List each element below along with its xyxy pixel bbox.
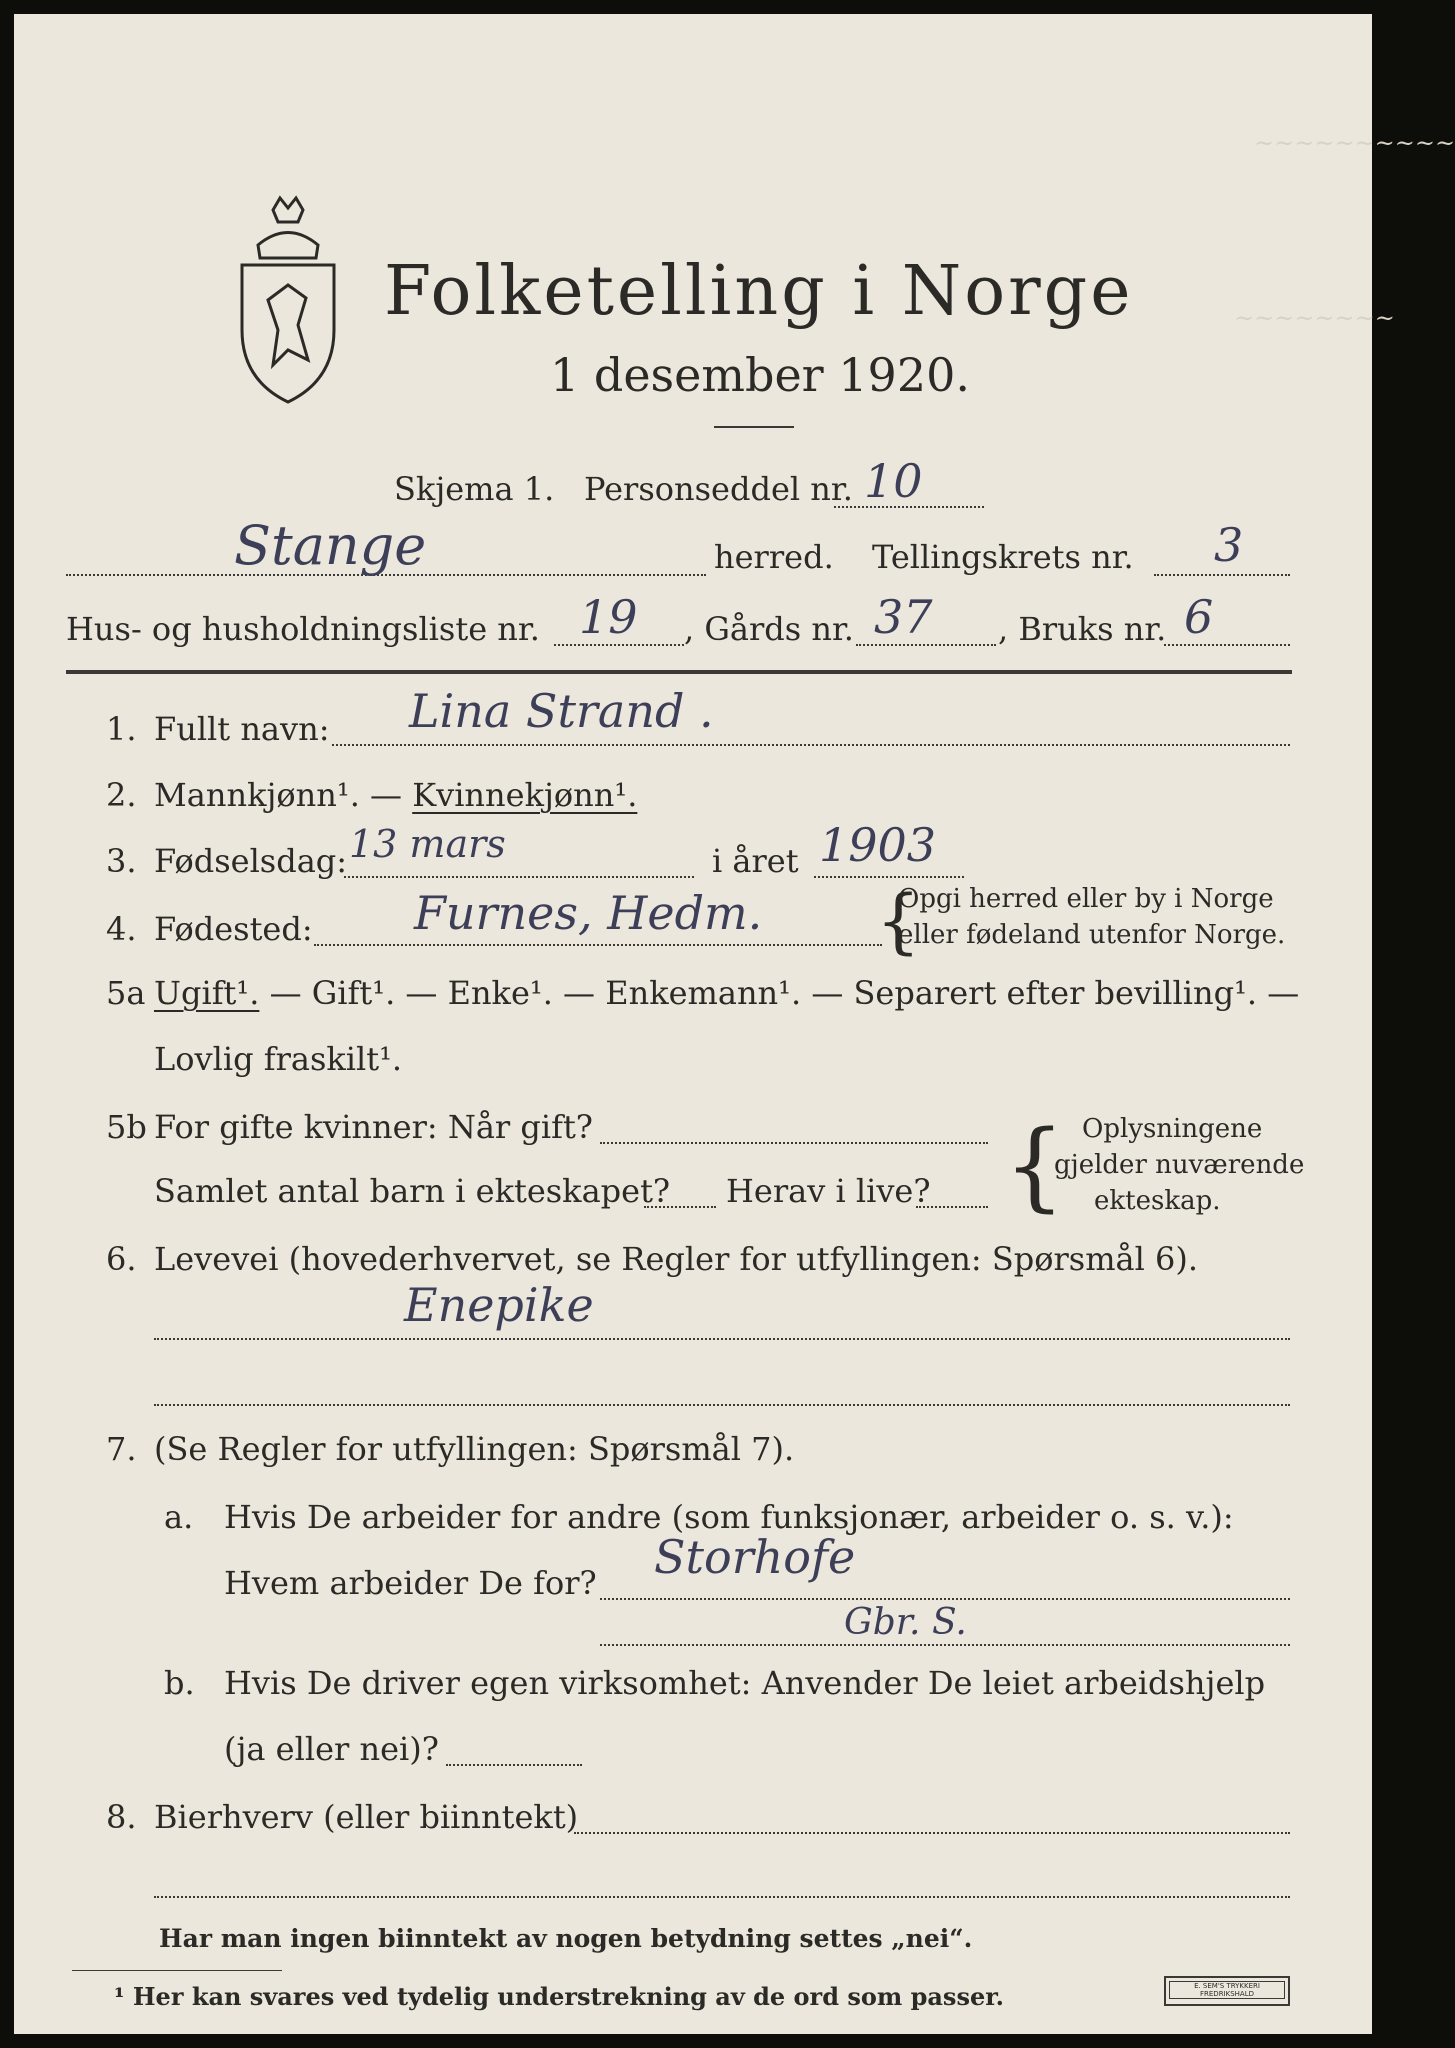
- sex-option-female[interactable]: Kvinnekjønn¹.: [412, 776, 638, 814]
- marital-status-options: [154, 974, 1299, 1012]
- separator: —: [359, 776, 413, 814]
- full-name-value[interactable]: Lina Strand .: [409, 684, 714, 738]
- birthdate-field-line: [344, 876, 694, 878]
- item-number: 1.: [106, 710, 137, 748]
- brace: {: [1004, 1110, 1066, 1222]
- q7-heading: (Se Regler for utfyllingen: Spørsmål 7).: [154, 1430, 795, 1468]
- item-number: 4.: [106, 910, 137, 948]
- q7a-letter: a.: [164, 1498, 194, 1536]
- occupation-label: Levevei (hovederhvervet, se Regler for utfyllingen: Spørsmål 6).: [154, 1240, 1199, 1278]
- census-form-page: [14, 14, 1455, 2034]
- side-income-note: Har man ingen biinntekt av nogen betydning settes „nei“.: [159, 1924, 973, 1953]
- birthdate-value[interactable]: 13 mars: [349, 822, 506, 866]
- footnote: ¹ Her kan svares ved tydelig understrekning av de ord som passer.: [114, 1982, 1005, 2011]
- birthplace-label: Fødested:: [154, 910, 313, 948]
- employer-field-line: [600, 1598, 1290, 1600]
- bruks-value[interactable]: 6: [1184, 590, 1214, 644]
- children-alive-field-line: [916, 1206, 988, 1208]
- children-total-label: Samlet antal barn i ekteskapet?: [154, 1172, 671, 1210]
- children-alive-label: Herav i live?: [726, 1172, 931, 1210]
- marriage-note-line2: gjelder nuværende: [1054, 1150, 1305, 1180]
- printer-stamp-text: E. SEM'S TRYKKERI FREDRIKSHALD: [1169, 1981, 1285, 1999]
- brace: {: [876, 880, 921, 962]
- birthplace-value[interactable]: Furnes, Hedm.: [414, 886, 763, 940]
- marital-option-ugift[interactable]: Ugift¹.: [154, 974, 260, 1012]
- tellingskrets-label: Tellingskrets nr.: [872, 538, 1134, 576]
- item-number: 5b: [106, 1108, 147, 1146]
- full-name-field-line: [332, 744, 1290, 746]
- employer-value-2[interactable]: Gbr. S.: [844, 1602, 967, 1643]
- birthdate-label: Fødselsdag:: [154, 842, 348, 880]
- employer-value[interactable]: Storhofe: [654, 1530, 856, 1584]
- husholdningsliste-field-line: [554, 644, 684, 646]
- birthplace-field-line: [314, 944, 882, 946]
- printer-stamp: [1164, 1976, 1290, 2006]
- hired-help-field-line: [446, 1764, 582, 1766]
- personseddel-label: Personseddel nr.: [584, 470, 853, 508]
- birthplace-note-line2: eller fødeland utenfor Norge.: [898, 920, 1286, 950]
- q7b-letter: b.: [164, 1664, 195, 1702]
- gards-value[interactable]: 37: [874, 590, 933, 644]
- marriage-note-line3: ekteskap.: [1094, 1186, 1221, 1216]
- sex-options: [154, 776, 637, 814]
- tellingskrets-field-line: [1154, 574, 1290, 576]
- divider: [714, 426, 794, 428]
- item-number: 2.: [106, 776, 137, 814]
- when-married-field-line: [600, 1142, 988, 1144]
- side-income-field-line-2: [154, 1896, 1290, 1898]
- bleed-through-text: ~~~~~~~~: [1234, 304, 1395, 332]
- herred-label: herred.: [714, 538, 834, 576]
- census-date: 1 desember 1920.: [550, 348, 970, 402]
- tellingskrets-value[interactable]: 3: [1214, 518, 1244, 572]
- children-total-field-line: [644, 1206, 716, 1208]
- item-number: 6.: [106, 1240, 137, 1278]
- norwegian-coat-of-arms-icon: [228, 190, 348, 410]
- husholdningsliste-label: Hus- og husholdningsliste nr.: [66, 610, 540, 648]
- item-number: 5a: [106, 974, 146, 1012]
- marital-option-fraskilt[interactable]: Lovlig fraskilt¹.: [154, 1040, 403, 1078]
- birthplace-note-line1: Opgi herred eller by i Norge: [898, 884, 1274, 914]
- occupation-field-line: [154, 1338, 1290, 1340]
- bruks-label: , Bruks nr.: [998, 610, 1167, 648]
- footnote-rule: [72, 1970, 282, 1971]
- header-separator: [66, 670, 1292, 674]
- personseddel-value[interactable]: 10: [864, 454, 923, 508]
- q7a-question: Hvis De arbeider for andre (som funksjonær, arbeider o. s. v.):: [224, 1498, 1234, 1536]
- birthyear-field-line: [814, 876, 964, 878]
- marital-options-rest[interactable]: — Gift¹. — Enke¹. — Enkemann¹. — Separert efter bevilling¹. —: [259, 974, 1300, 1012]
- birthyear-label: i året: [712, 842, 799, 880]
- employer-label: Hvem arbeider De for?: [224, 1564, 597, 1602]
- item-number: 8.: [106, 1798, 137, 1836]
- side-income-label: Bierhverv (eller biinntekt): [154, 1798, 579, 1836]
- full-name-label: Fullt navn:: [154, 710, 330, 748]
- birthyear-value[interactable]: 1903: [819, 818, 937, 872]
- occupation-field-line-2: [154, 1404, 1290, 1406]
- gards-label: , Gårds nr.: [684, 610, 854, 648]
- marriage-note-line1: Oplysningene: [1082, 1114, 1263, 1144]
- gards-field-line: [856, 644, 996, 646]
- sex-option-male[interactable]: Mannkjønn¹.: [154, 776, 360, 814]
- item-number: 3.: [106, 842, 137, 880]
- husholdningsliste-value[interactable]: 19: [579, 590, 638, 644]
- hired-help-label: (ja eller nei)?: [224, 1730, 439, 1768]
- bruks-field-line: [1164, 644, 1290, 646]
- side-income-field-line: [574, 1832, 1290, 1834]
- when-married-label: For gifte kvinner: Når gift?: [154, 1108, 593, 1146]
- bleed-through-text: ~~~~~~~~~~: [1254, 129, 1455, 157]
- employer-field-line-2: [600, 1644, 1290, 1646]
- form-number-label: Skjema 1.: [394, 470, 555, 508]
- q7b-question: Hvis De driver egen virksomhet: Anvender De leiet arbeidshjelp: [224, 1664, 1266, 1702]
- occupation-value[interactable]: Enepike: [404, 1278, 594, 1332]
- item-number: 7.: [106, 1430, 137, 1468]
- herred-value[interactable]: Stange: [234, 514, 427, 577]
- form-title: Folketelling i Norge: [384, 252, 1134, 331]
